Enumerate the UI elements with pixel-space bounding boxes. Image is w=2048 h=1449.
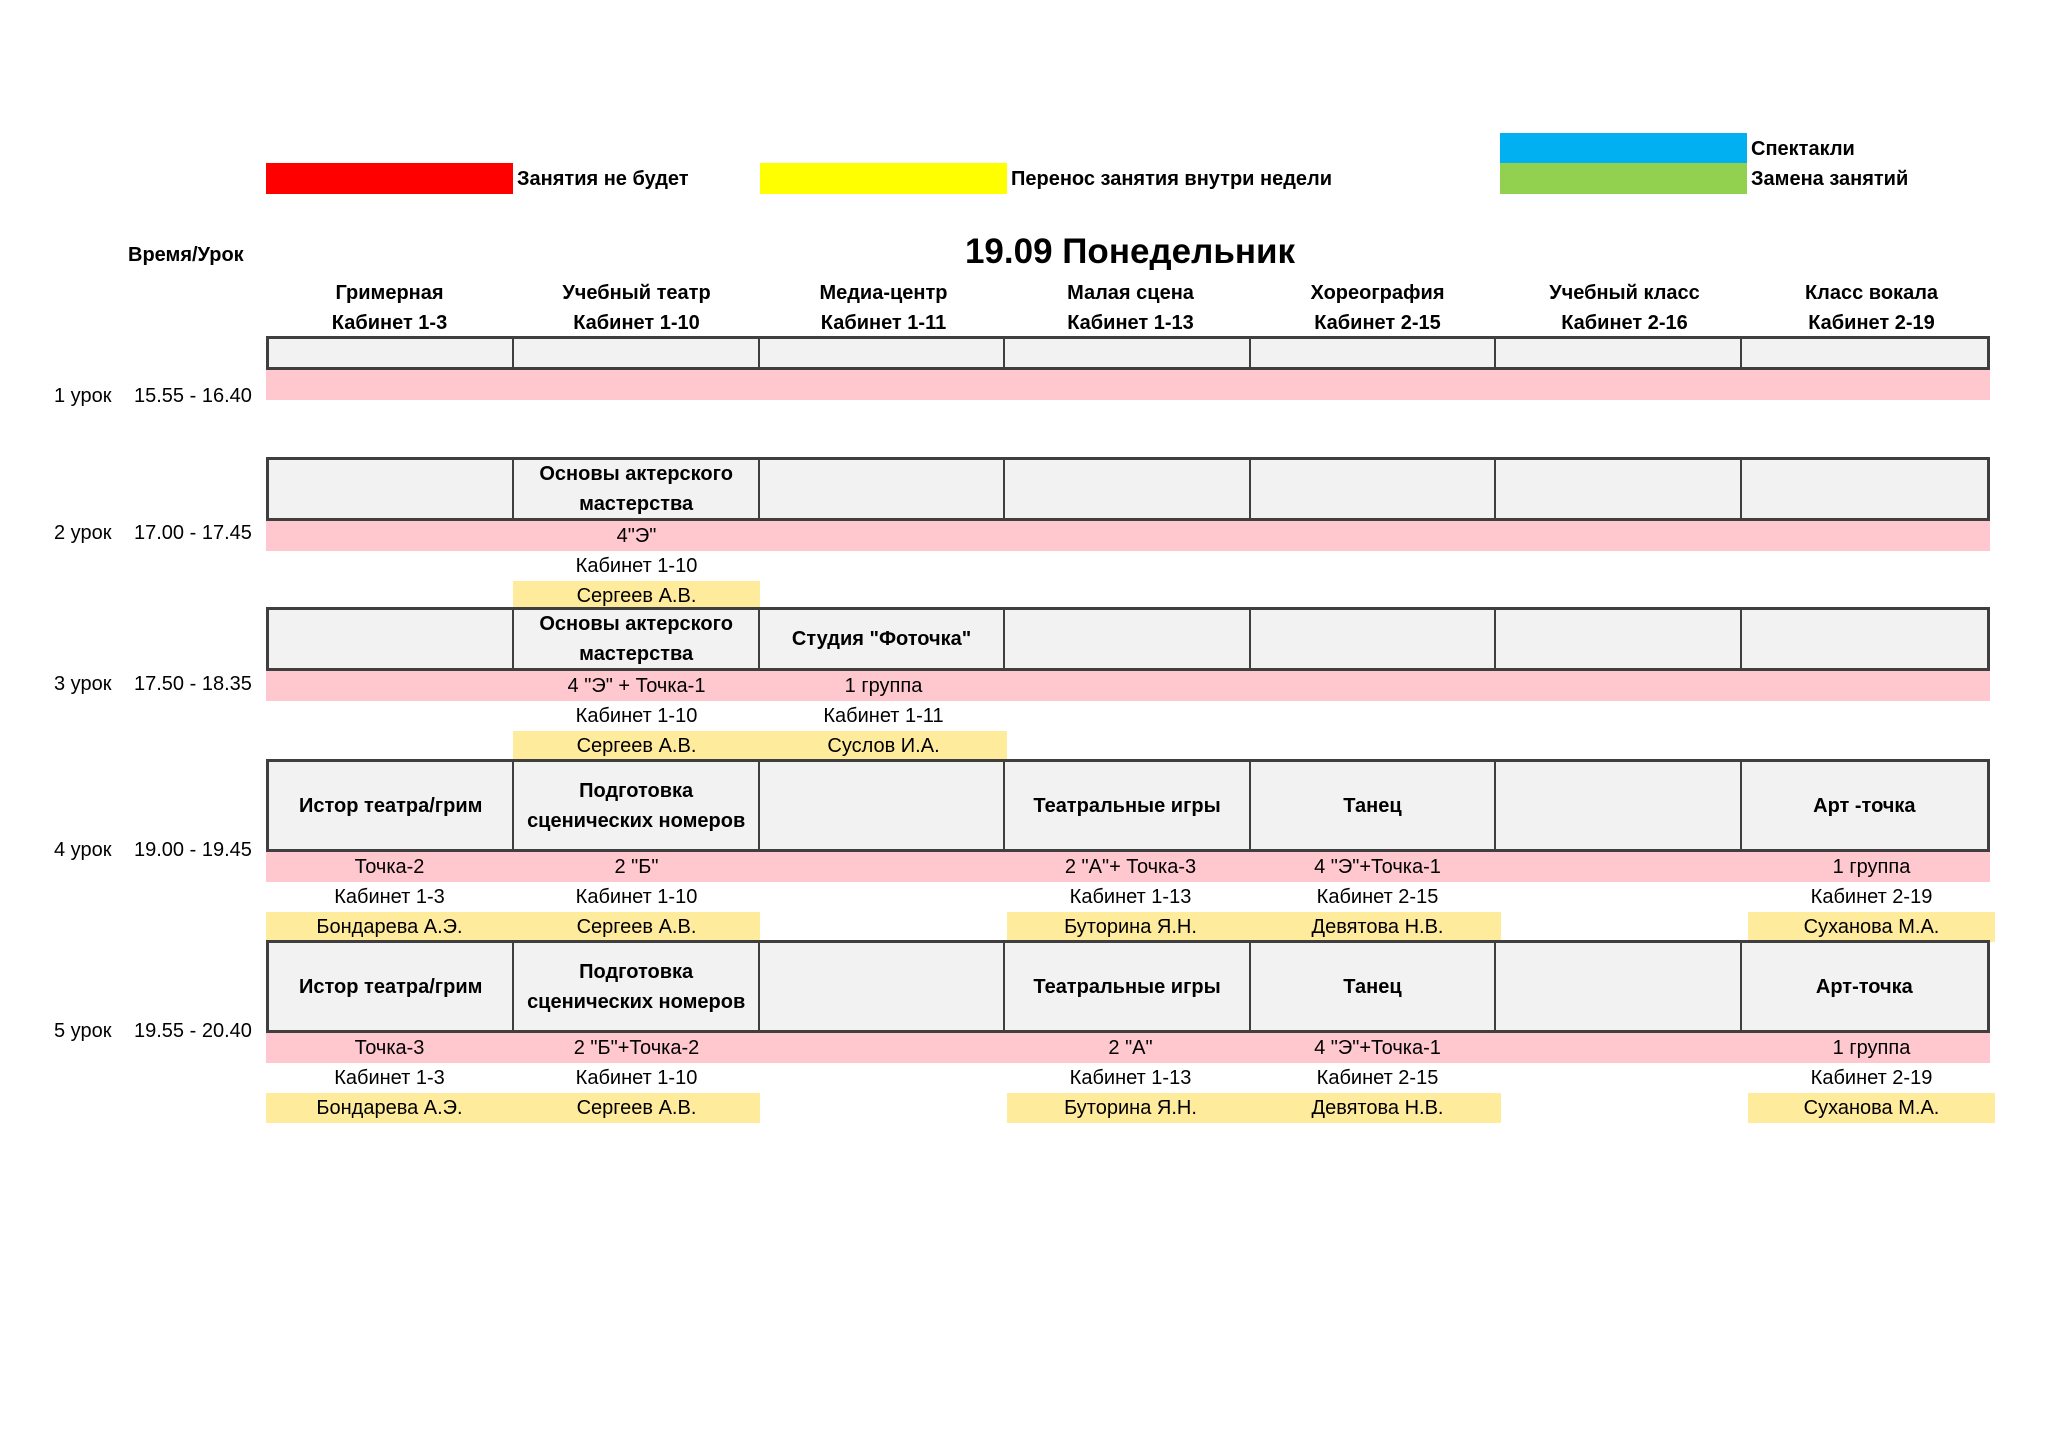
room-cell bbox=[1501, 400, 1748, 430]
column-room: Кабинет 1-13 bbox=[1067, 312, 1194, 334]
group-cell bbox=[266, 671, 513, 701]
group-cell bbox=[1501, 852, 1748, 882]
column-header bbox=[1007, 278, 1254, 338]
group-cell bbox=[1501, 1033, 1748, 1063]
group-cell: 2 "А"+ Точка-3 bbox=[1064, 856, 1197, 878]
lesson-time: 17.00 - 17.45 bbox=[134, 522, 252, 544]
teacher-cell bbox=[1007, 731, 1254, 761]
subject-cell bbox=[760, 943, 1005, 1030]
lesson-number: 3 урок bbox=[54, 673, 112, 695]
room-cell: Кабинет 2-19 bbox=[1748, 882, 1995, 912]
group-cell bbox=[1254, 671, 1501, 701]
column-header bbox=[266, 278, 513, 338]
column-name: Хореография bbox=[1310, 282, 1445, 304]
subject-cell bbox=[760, 762, 1005, 849]
column-header bbox=[513, 278, 760, 338]
subject-cell bbox=[1251, 610, 1496, 668]
teacher-cell bbox=[1748, 731, 1995, 761]
subject-cell bbox=[269, 339, 514, 367]
subject-cell bbox=[1005, 610, 1250, 668]
time-lesson-header: Время/Урок bbox=[128, 244, 244, 266]
groups-line bbox=[266, 671, 1990, 701]
group-cell bbox=[1501, 521, 1748, 551]
subject-cell bbox=[1251, 339, 1496, 367]
lesson-time: 19.55 - 20.40 bbox=[134, 1020, 252, 1042]
subject-row bbox=[266, 759, 1990, 852]
group-cell bbox=[1007, 521, 1254, 551]
subject-cell: Подготовка сценических номеров bbox=[514, 943, 759, 1030]
lesson-number: 2 урок bbox=[54, 522, 112, 544]
room-cell: Кабинет 1-13 bbox=[1007, 1063, 1254, 1093]
teacher-cell bbox=[266, 731, 513, 761]
group-cell: 2 "Б" bbox=[614, 856, 659, 878]
teacher-cell bbox=[1254, 430, 1501, 460]
column-header bbox=[1254, 278, 1501, 338]
group-cell bbox=[1007, 370, 1254, 400]
teacher-cell: Суханова М.А. bbox=[1748, 912, 1995, 942]
room-cell bbox=[1254, 551, 1501, 581]
subject-cell bbox=[1496, 943, 1741, 1030]
room-cell: Кабинет 1-13 bbox=[1007, 882, 1254, 912]
column-name: Класс вокала bbox=[1804, 282, 1939, 304]
lesson-label bbox=[54, 672, 252, 696]
column-name: Малая сцена bbox=[1067, 282, 1194, 304]
room-cell bbox=[1748, 551, 1995, 581]
teachers-line bbox=[266, 731, 1990, 761]
room-cell bbox=[1007, 551, 1254, 581]
group-cell: 4"Э" bbox=[616, 525, 657, 547]
subject-cell bbox=[1742, 610, 1987, 668]
column-room: Кабинет 1-11 bbox=[820, 312, 947, 334]
room-cell: Кабинет 2-19 bbox=[1748, 1063, 1995, 1093]
room-cell: Кабинет 2-15 bbox=[1254, 882, 1501, 912]
teacher-cell: Бондарева А.Э. bbox=[266, 1093, 513, 1123]
subject-row bbox=[266, 457, 1990, 521]
teacher-cell bbox=[1254, 731, 1501, 761]
room-cell bbox=[1007, 701, 1254, 731]
subject-cell: Театральные игры bbox=[1005, 762, 1250, 849]
subject-cell: Истор театра/грим bbox=[269, 943, 514, 1030]
lesson-number: 1 урок bbox=[54, 385, 112, 407]
room-cell bbox=[1501, 701, 1748, 731]
rooms-line bbox=[266, 400, 1990, 430]
room-cell bbox=[1748, 400, 1995, 430]
group-cell bbox=[760, 370, 1007, 400]
rooms-line bbox=[266, 701, 1990, 731]
group-cell: 4 "Э"+Точка-1 bbox=[1314, 856, 1441, 878]
subject-cell: Танец bbox=[1251, 762, 1496, 849]
column-header bbox=[1501, 278, 1748, 338]
groups-line bbox=[266, 370, 1990, 400]
teacher-cell: Сергеев А.В. bbox=[513, 581, 760, 611]
room-cell bbox=[760, 1063, 1007, 1093]
subject-cell bbox=[760, 460, 1005, 518]
subject-cell bbox=[1742, 460, 1987, 518]
teacher-cell: Буторина Я.Н. bbox=[1007, 912, 1254, 942]
column-room: Кабинет 2-15 bbox=[1314, 312, 1441, 334]
teacher-cell: Бондарева А.Э. bbox=[266, 912, 513, 942]
lesson-label bbox=[54, 384, 252, 408]
lesson-number: 4 урок bbox=[54, 839, 112, 861]
subject-cell bbox=[1742, 339, 1987, 367]
column-name: Медиа-центр bbox=[819, 282, 948, 304]
room-cell bbox=[1501, 551, 1748, 581]
subject-cell: Истор театра/грим bbox=[269, 762, 514, 849]
teacher-cell: Суханова М.А. bbox=[1748, 1093, 1995, 1123]
lesson-label bbox=[54, 521, 252, 545]
teacher-cell bbox=[266, 430, 513, 460]
teacher-cell: Девятова Н.В. bbox=[1254, 912, 1501, 942]
teacher-cell: Буторина Я.Н. bbox=[1007, 1093, 1254, 1123]
subject-cell bbox=[1496, 610, 1741, 668]
room-cell: Кабинет 1-3 bbox=[266, 882, 513, 912]
room-cell: Кабинет 1-10 bbox=[513, 701, 760, 731]
subject-cell: Студия "Фоточка" bbox=[760, 610, 1005, 668]
room-cell bbox=[266, 551, 513, 581]
group-cell: 2 "А" bbox=[1108, 1037, 1153, 1059]
subject-row bbox=[266, 336, 1990, 370]
subject-row bbox=[266, 607, 1990, 671]
room-cell bbox=[1501, 882, 1748, 912]
page-title: 19.09 Понедельник bbox=[964, 232, 1296, 271]
room-cell: Кабинет 1-3 bbox=[266, 1063, 513, 1093]
subject-cell bbox=[514, 339, 759, 367]
room-cell bbox=[1254, 400, 1501, 430]
room-cell: Кабинет 1-10 bbox=[513, 882, 760, 912]
subject-cell: Основы актерского мастерства bbox=[514, 610, 759, 668]
subject-cell bbox=[1251, 460, 1496, 518]
teacher-cell bbox=[1501, 731, 1748, 761]
room-cell: Кабинет 1-10 bbox=[513, 1063, 760, 1093]
subject-cell bbox=[1005, 339, 1250, 367]
legend-swatch-replacement bbox=[1500, 163, 1747, 194]
room-cell bbox=[760, 400, 1007, 430]
lesson-time: 15.55 - 16.40 bbox=[134, 385, 252, 407]
subject-cell: Театральные игры bbox=[1005, 943, 1250, 1030]
lesson-number: 5 урок bbox=[54, 1020, 112, 1042]
teacher-cell: Сергеев А.В. bbox=[513, 731, 760, 761]
column-room: Кабинет 2-19 bbox=[1808, 312, 1935, 334]
subject-cell: Танец bbox=[1251, 943, 1496, 1030]
group-cell bbox=[1254, 370, 1501, 400]
groups-line bbox=[266, 1033, 1990, 1063]
teacher-cell bbox=[1501, 912, 1748, 942]
groups-line bbox=[266, 521, 1990, 551]
group-cell: Точка-2 bbox=[354, 856, 425, 878]
teachers-line bbox=[266, 1093, 1990, 1123]
legend-label-performances: Спектакли bbox=[1751, 138, 1855, 160]
teacher-cell bbox=[760, 430, 1007, 460]
group-cell bbox=[513, 370, 760, 400]
group-cell bbox=[1501, 671, 1748, 701]
teacher-cell: Девятова Н.В. bbox=[1254, 1093, 1501, 1123]
teacher-cell: Сергеев А.В. bbox=[513, 1093, 760, 1123]
legend-swatch-moved bbox=[760, 163, 1007, 194]
legend-label-moved: Перенос занятия внутри недели bbox=[1011, 168, 1333, 190]
column-name: Учебный класс bbox=[1549, 282, 1700, 304]
group-cell: 2 "Б"+Точка-2 bbox=[573, 1037, 700, 1059]
subject-row bbox=[266, 940, 1990, 1033]
legend-label-replacement: Замена занятий bbox=[1751, 168, 1909, 190]
legend-label-cancelled: Занятия не будет bbox=[517, 168, 689, 190]
teacher-cell: Суслов И.А. bbox=[760, 731, 1007, 761]
group-cell: 1 группа bbox=[1832, 1037, 1911, 1059]
groups-line bbox=[266, 852, 1990, 882]
group-cell bbox=[1254, 521, 1501, 551]
group-cell bbox=[1748, 521, 1995, 551]
teacher-cell bbox=[1501, 430, 1748, 460]
group-cell bbox=[760, 852, 1007, 882]
group-cell bbox=[1007, 671, 1254, 701]
group-cell bbox=[1501, 370, 1748, 400]
teacher-cell bbox=[513, 430, 760, 460]
subject-cell bbox=[760, 339, 1005, 367]
subject-cell bbox=[1005, 460, 1250, 518]
group-cell bbox=[266, 370, 513, 400]
room-cell bbox=[1007, 400, 1254, 430]
subject-cell: Арт-точка bbox=[1815, 975, 1913, 998]
rooms-line bbox=[266, 1063, 1990, 1093]
room-cell bbox=[266, 400, 513, 430]
subject-cell: Арт -точка bbox=[1813, 794, 1916, 817]
room-cell bbox=[1748, 701, 1995, 731]
group-cell bbox=[1748, 671, 1995, 701]
teacher-cell bbox=[1007, 430, 1254, 460]
room-cell: Кабинет 2-15 bbox=[1254, 1063, 1501, 1093]
teacher-cell bbox=[1501, 1093, 1748, 1123]
room-cell bbox=[513, 400, 760, 430]
column-room: Кабинет 2-16 bbox=[1561, 312, 1688, 334]
room-cell bbox=[266, 701, 513, 731]
group-cell bbox=[1748, 370, 1995, 400]
subject-cell: Подготовка сценических номеров bbox=[514, 762, 759, 849]
teachers-line bbox=[266, 912, 1990, 942]
column-name: Учебный театр bbox=[562, 282, 711, 304]
group-cell bbox=[760, 1033, 1007, 1063]
legend-swatch-performances bbox=[1500, 133, 1747, 164]
subject-cell: Основы актерского мастерства bbox=[514, 460, 759, 518]
room-cell bbox=[1501, 1063, 1748, 1093]
teachers-line bbox=[266, 430, 1990, 460]
subject-cell bbox=[269, 460, 514, 518]
rooms-line bbox=[266, 551, 1990, 581]
column-header bbox=[1748, 278, 1995, 338]
group-cell: Точка-3 bbox=[354, 1037, 425, 1059]
lesson-time: 19.00 - 19.45 bbox=[134, 839, 252, 861]
subject-cell bbox=[269, 610, 514, 668]
subject-cell bbox=[1496, 460, 1741, 518]
group-cell: 4 "Э"+Точка-1 bbox=[1314, 1037, 1441, 1059]
group-cell: 1 группа bbox=[844, 675, 923, 697]
teacher-cell bbox=[760, 912, 1007, 942]
room-cell bbox=[760, 882, 1007, 912]
group-cell: 1 группа bbox=[1832, 856, 1911, 878]
room-cell: Кабинет 1-10 bbox=[513, 551, 760, 581]
rooms-line bbox=[266, 882, 1990, 912]
group-cell bbox=[760, 521, 1007, 551]
teacher-cell: Сергеев А.В. bbox=[513, 912, 760, 942]
column-room: Кабинет 1-3 bbox=[331, 312, 448, 334]
column-name: Гримерная bbox=[335, 282, 444, 304]
lesson-label bbox=[54, 1019, 252, 1043]
lesson-label bbox=[54, 838, 252, 862]
group-cell bbox=[266, 521, 513, 551]
room-cell bbox=[1254, 701, 1501, 731]
legend-swatch-cancelled bbox=[266, 163, 513, 194]
group-cell: 4 "Э" + Точка-1 bbox=[567, 675, 706, 697]
subject-cell bbox=[1496, 762, 1741, 849]
room-cell bbox=[760, 551, 1007, 581]
teacher-cell bbox=[1748, 430, 1995, 460]
lesson-time: 17.50 - 18.35 bbox=[134, 673, 252, 695]
subject-cell bbox=[1496, 339, 1741, 367]
room-cell: Кабинет 1-11 bbox=[760, 701, 1007, 731]
teacher-cell bbox=[760, 1093, 1007, 1123]
column-room: Кабинет 1-10 bbox=[573, 312, 700, 334]
column-header bbox=[760, 278, 1007, 338]
